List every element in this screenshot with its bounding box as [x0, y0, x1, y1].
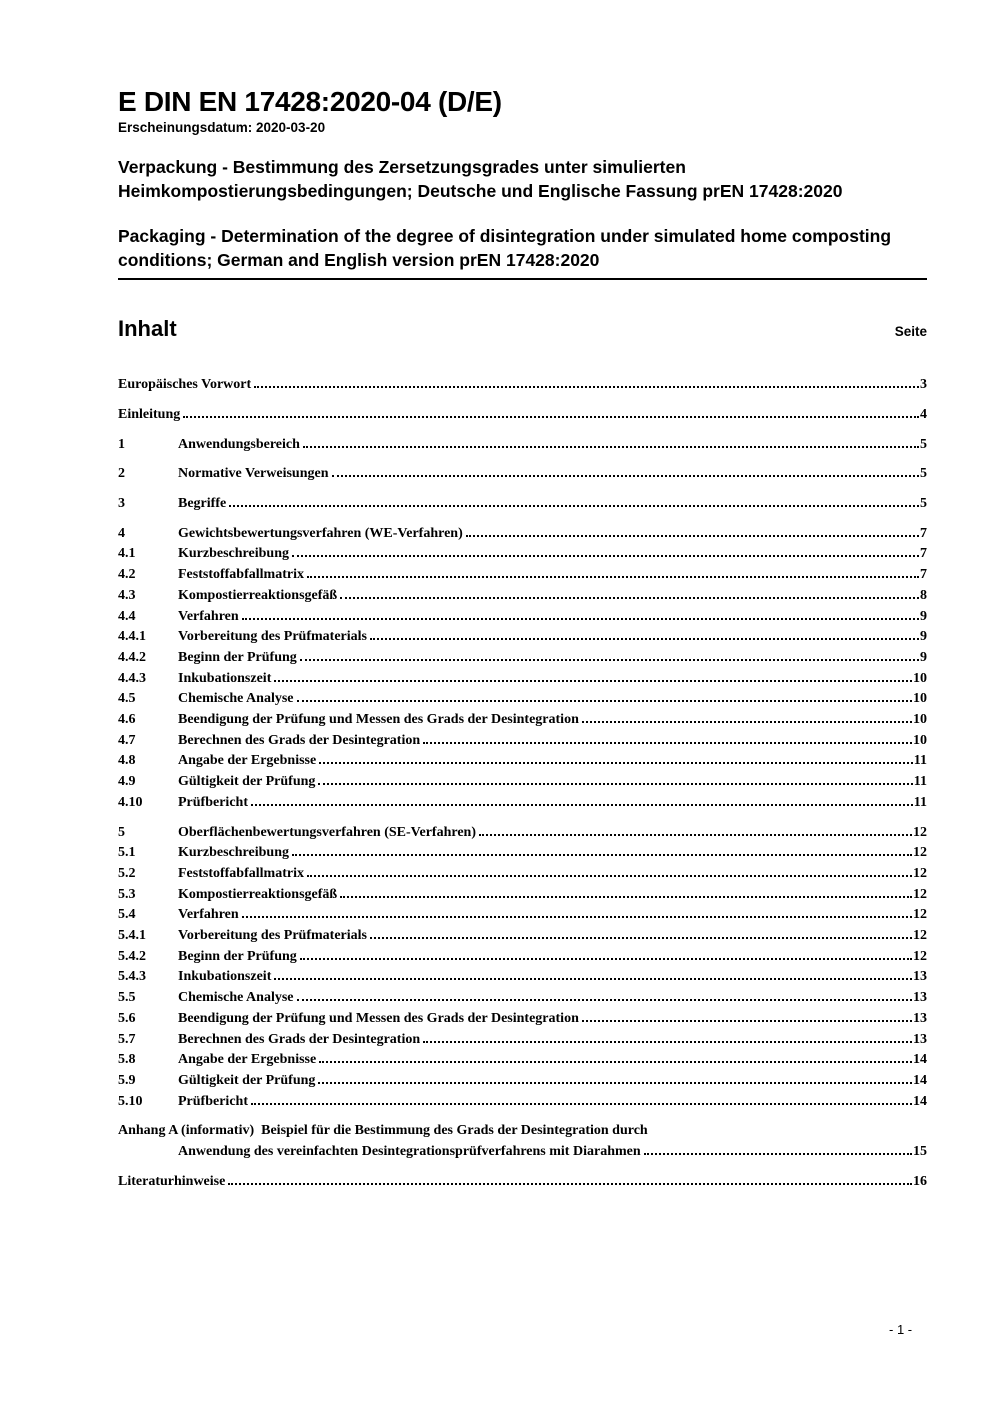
toc-entry-title: Vorbereitung des Prüfmaterials — [178, 629, 367, 645]
toc-entry-page-number: 12 — [913, 865, 927, 881]
toc-entry-page-number: 13 — [913, 969, 927, 985]
toc-entry — [118, 751, 927, 772]
toc-entry-title: Prüfbericht — [178, 1093, 248, 1109]
toc-entry — [118, 494, 927, 515]
toc-entry — [118, 885, 927, 906]
toc-entry-page-number: 10 — [913, 670, 927, 686]
toc-heading: Inhalt — [118, 316, 177, 342]
toc-entry-title: Normative Verweisungen — [178, 466, 329, 482]
toc-entry — [118, 1092, 927, 1113]
toc-entry-page-number: 13 — [913, 1031, 927, 1047]
toc-entry-number: 4 — [118, 525, 125, 541]
toc-entry-number: 5.4.1 — [118, 928, 146, 944]
toc-entry — [118, 524, 927, 545]
toc-entry-page-number: 12 — [913, 948, 927, 964]
toc-entry-page-number: 7 — [920, 525, 927, 541]
toc-entry-page-number: 5 — [920, 496, 927, 511]
toc-entry-page-number: 10 — [913, 712, 927, 728]
toc-entry — [118, 988, 927, 1009]
toc-entry-title: Berechnen des Grads der Desintegration — [178, 1031, 421, 1047]
dot-leader — [292, 552, 919, 557]
toc-entry-title: Beginn der Prüfung — [178, 948, 297, 964]
dot-leader — [340, 893, 912, 898]
toc-entry-title: Inkubationszeit — [178, 969, 272, 985]
toc-entry-title: Kurzbeschreibung — [178, 546, 289, 562]
toc-entry-page-number: 14 — [913, 1093, 927, 1109]
toc-header — [118, 316, 927, 342]
toc-entry-number: 4.4 — [118, 608, 136, 624]
toc-entry-page-number: 5 — [920, 436, 927, 452]
dot-leader — [466, 532, 919, 537]
toc-entry-number: 3 — [118, 496, 125, 511]
toc-entry-title: Berechnen des Grads der Desintegration — [178, 732, 421, 748]
toc-entry-title: Beendigung der Prüfung und Messen des Grads der Desintegration — [178, 1010, 579, 1026]
toc-entry-title: Einleitung — [118, 406, 181, 422]
toc-entry-number: 5.1 — [118, 845, 136, 861]
toc-entry-title: Angabe der Ergebnisse — [178, 753, 317, 769]
toc-entry-page-number: 12 — [913, 928, 927, 944]
toc-entry-page-number: 9 — [920, 629, 927, 645]
toc-entry — [118, 793, 927, 814]
toc-entry-page-number: 5 — [920, 466, 927, 482]
toc-entry — [118, 1009, 927, 1030]
title-english: Packaging - Determination of the degree of disintegration under simulated home composting conditions; German and English version prEN 17428:2020 — [118, 226, 892, 270]
toc-entry — [118, 627, 927, 648]
toc-entry — [118, 967, 927, 988]
toc-entry-number: 4.1 — [118, 546, 136, 562]
toc-entry-number: 5.4.3 — [118, 969, 146, 985]
toc-entry-number: 5.2 — [118, 865, 136, 881]
toc-page-column-label: Seite — [894, 324, 927, 340]
toc-entry — [118, 607, 927, 628]
dot-leader — [229, 502, 919, 507]
toc-entry-number: 4.4.1 — [118, 629, 146, 645]
dot-leader — [292, 851, 912, 856]
toc-entry — [118, 926, 927, 947]
toc-entry — [118, 1050, 927, 1071]
toc-entry — [118, 947, 927, 968]
dot-leader — [274, 677, 912, 682]
dot-leader — [300, 955, 912, 960]
toc-entry-title: Beendigung der Prüfung und Messen des Grads der Desintegration — [178, 712, 579, 728]
toc-entry-page-number: 14 — [913, 1052, 927, 1068]
toc-entry-title: Gültigkeit der Prüfung — [178, 1072, 316, 1088]
toc-entry-title: Verfahren — [178, 907, 239, 923]
toc-entry-number: 4.2 — [118, 567, 136, 583]
toc-entry-page-number: 11 — [913, 794, 927, 810]
dot-leader — [303, 443, 919, 448]
toc-entry-title: Vorbereitung des Prüfmaterials — [178, 928, 367, 944]
toc-entry — [118, 772, 927, 793]
toc-entry — [118, 565, 927, 586]
toc-entry-title: Europäisches Vorwort — [118, 377, 252, 393]
toc-entry-number: 5.10 — [118, 1093, 143, 1109]
toc-entry — [118, 586, 927, 607]
toc-entry-number: 4.8 — [118, 753, 136, 769]
toc-entry — [118, 1071, 927, 1092]
header-divider — [118, 278, 927, 280]
dot-leader — [340, 594, 919, 599]
toc-entry — [118, 1121, 927, 1142]
toc-entry-number: 5.9 — [118, 1072, 136, 1088]
toc-entry-page-number: 12 — [913, 907, 927, 923]
dot-leader — [297, 697, 913, 702]
dot-leader — [582, 718, 912, 723]
toc-entry — [118, 689, 927, 710]
dot-leader — [319, 1058, 912, 1063]
toc-entry — [118, 405, 927, 426]
toc-entry-title: Verfahren — [178, 608, 239, 624]
toc-entries — [118, 375, 927, 1192]
toc-entry — [118, 435, 927, 456]
toc-entry — [118, 648, 927, 669]
dot-leader — [307, 573, 919, 578]
toc-entry-page-number: 9 — [920, 649, 927, 665]
toc-entry-page-number: 10 — [913, 691, 927, 707]
toc-entry — [118, 464, 927, 485]
dot-leader — [297, 996, 913, 1001]
toc-entry-number: 5.4.2 — [118, 948, 146, 964]
dot-leader — [479, 831, 912, 836]
toc-entry-title: Prüfbericht — [178, 794, 248, 810]
toc-entry-title: Gewichtsbewertungsverfahren (WE-Verfahren) — [178, 525, 463, 541]
toc-entry-page-number: 12 — [913, 824, 927, 840]
toc-entry-page-number: 12 — [913, 886, 927, 902]
toc-entry-page-number: 13 — [913, 990, 927, 1006]
title-german: Verpackung - Bestimmung des Zersetzungsgrades unter simulierten Heimkompostierungsbedingungen; Deutsche und Englische Fassung prEN 17428:2020 — [118, 157, 843, 201]
toc-entry-continuation — [118, 1142, 927, 1163]
toc-entry-number: 4.10 — [118, 794, 143, 810]
toc-entry-title: Chemische Analyse — [178, 990, 294, 1006]
toc-entry — [118, 823, 927, 844]
toc-entry-page-number: 16 — [913, 1173, 927, 1189]
toc-entry-number: 5 — [118, 824, 125, 840]
toc-entry-title: Oberflächenbewertungsverfahren (SE-Verfahren) — [178, 824, 476, 840]
toc-entry-title: Gültigkeit der Prüfung — [178, 774, 316, 790]
toc-entry-number: 4.6 — [118, 712, 136, 728]
toc-entry-page-number: 13 — [913, 1010, 927, 1026]
toc-entry-number: 4.5 — [118, 691, 136, 707]
toc-entry — [118, 375, 927, 396]
toc-entry-title: Anhang A (informativ) Beispiel für die Bestimmung des Grads der Desintegration durch — [118, 1123, 648, 1139]
toc-entry-page-number: 7 — [920, 546, 927, 562]
document-number: E DIN EN 17428:2020-04 (D/E) — [118, 86, 502, 117]
dot-leader — [300, 656, 919, 661]
dot-leader — [183, 413, 919, 418]
toc-entry-number: 2 — [118, 466, 125, 482]
toc-entry-number: 5.4 — [118, 907, 136, 923]
dot-leader — [370, 635, 919, 640]
dot-leader — [274, 975, 912, 980]
toc-entry-number: 4.4.3 — [118, 670, 146, 686]
toc-entry-page-number: 15 — [913, 1144, 927, 1160]
toc-entry-page-number: 14 — [913, 1072, 927, 1088]
toc-entry-title: Angabe der Ergebnisse — [178, 1052, 317, 1068]
dot-leader — [582, 1017, 912, 1022]
toc-entry-number: 4.4.2 — [118, 649, 146, 665]
dot-leader — [370, 934, 912, 939]
document-page — [118, 0, 927, 1193]
dot-leader — [318, 1079, 912, 1084]
toc-entry-title: Kompostierreaktionsgefäß — [178, 886, 338, 902]
toc-entry-title: Feststoffabfallmatrix — [178, 567, 304, 583]
toc-entry — [118, 710, 927, 731]
toc-entry-title-line2: Anwendung des vereinfachten Desintegrationsprüfverfahrens mit Diarahmen — [178, 1144, 641, 1160]
toc-entry — [118, 905, 927, 926]
toc-entry-title: Chemische Analyse — [178, 691, 294, 707]
dot-leader — [307, 872, 912, 877]
dot-leader — [251, 1100, 912, 1105]
toc-entry-title: Beginn der Prüfung — [178, 649, 297, 665]
dot-leader — [644, 1150, 912, 1155]
toc-entry-page-number: 10 — [913, 732, 927, 748]
toc-entry-number: 5.8 — [118, 1052, 136, 1068]
toc-entry-page-number: 8 — [920, 587, 927, 603]
toc-entry-title: Feststoffabfallmatrix — [178, 865, 304, 881]
toc-entry-title: Anwendungsbereich — [178, 436, 300, 452]
toc-entry — [118, 544, 927, 565]
dot-leader — [228, 1180, 912, 1185]
toc-entry-title: Inkubationszeit — [178, 670, 272, 686]
dot-leader — [242, 913, 912, 918]
toc-entry — [118, 843, 927, 864]
dot-leader — [242, 615, 919, 620]
dot-leader — [319, 759, 913, 764]
toc-entry-page-number: 7 — [920, 567, 927, 583]
dot-leader — [423, 739, 912, 744]
toc-entry-page-number: 12 — [913, 845, 927, 861]
toc-entry-title: Kompostierreaktionsgefäß — [178, 587, 338, 603]
dot-leader — [318, 780, 912, 785]
toc-entry — [118, 731, 927, 752]
toc-entry-page-number: 9 — [920, 608, 927, 624]
toc-entry — [118, 1172, 927, 1193]
footer-page-number: - 1 - — [889, 1322, 913, 1337]
dot-leader — [332, 472, 920, 477]
toc-entry-number: 5.7 — [118, 1031, 136, 1047]
toc-entry-title: Begriffe — [178, 496, 227, 511]
toc-entry-number: 4.3 — [118, 587, 136, 603]
release-date: Erscheinungsdatum: 2020-03-20 — [118, 120, 326, 136]
toc-entry-number: 5.5 — [118, 990, 136, 1006]
dot-leader — [251, 801, 913, 806]
toc-entry-number: 1 — [118, 436, 125, 452]
dot-leader — [254, 383, 919, 388]
toc-entry-title: Literaturhinweise — [118, 1173, 226, 1189]
toc-entry-page-number: 4 — [920, 406, 927, 422]
toc-entry-title: Kurzbeschreibung — [178, 845, 289, 861]
toc-entry — [118, 669, 927, 690]
toc-entry — [118, 1030, 927, 1051]
dot-leader — [423, 1038, 912, 1043]
toc-entry-number: 4.7 — [118, 732, 136, 748]
toc-entry-page-number: 11 — [913, 774, 927, 790]
toc-entry-number: 5.3 — [118, 886, 136, 902]
toc-entry-page-number: 3 — [920, 377, 927, 393]
toc-entry-number: 4.9 — [118, 774, 136, 790]
toc-entry-page-number: 11 — [913, 753, 927, 769]
toc-entry — [118, 864, 927, 885]
toc-entry-number: 5.6 — [118, 1010, 136, 1026]
